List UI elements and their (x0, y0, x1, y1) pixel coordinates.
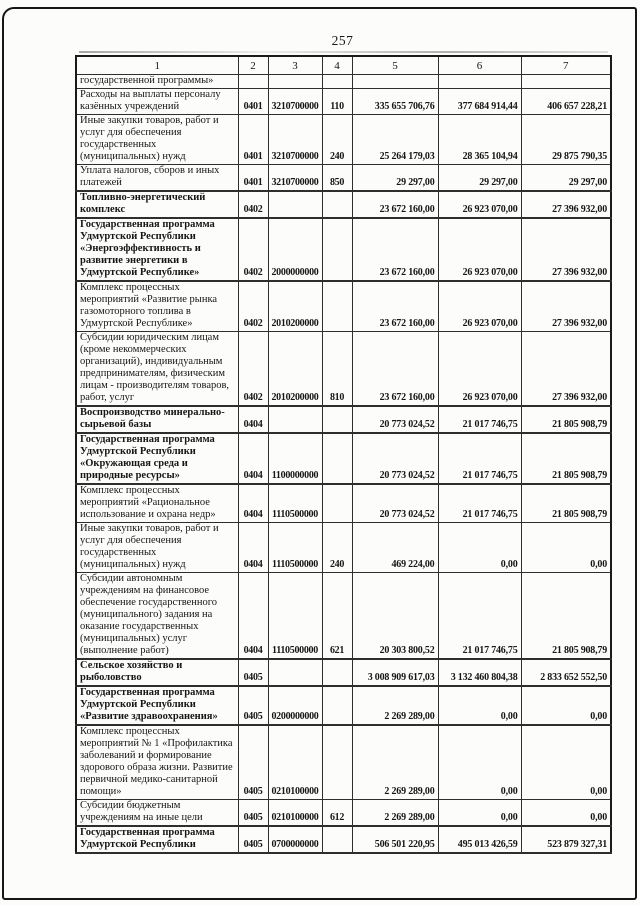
table-row (76, 406, 611, 433)
row-amount-year3: 29 875 790,35 (521, 115, 611, 165)
row-code-type: 621 (322, 573, 352, 660)
row-code-type (322, 686, 352, 725)
row-label: Топливно-энергетический комплекс (76, 191, 238, 218)
row-amount-year1: 20 773 024,52 (352, 433, 438, 484)
row-amount-year2: 26 923 070,00 (438, 191, 521, 218)
row-label: Субсидии юридическим лицам (кроме некоммерческих организаций), индивидуальным предпринимателям, физическим лицам - производителям товаров, работ, услуг (76, 332, 238, 407)
row-code-type (322, 659, 352, 686)
row-amount-year2: 21 017 746,75 (438, 573, 521, 660)
column-header: 4 (322, 56, 352, 75)
row-code-section: 0405 (238, 800, 268, 827)
row-amount-year3 (521, 75, 611, 89)
row-code-target (268, 191, 322, 218)
row-amount-year2: 0,00 (438, 686, 521, 725)
table-row (76, 281, 611, 332)
row-code-section: 0405 (238, 659, 268, 686)
row-amount-year1: 2 269 289,00 (352, 725, 438, 800)
row-label: Комплекс процессных мероприятий «Развитие рынка газомоторного топлива в Удмуртской Республике» (76, 281, 238, 332)
table-body (76, 75, 611, 854)
row-amount-year3: 0,00 (521, 725, 611, 800)
row-label: Расходы на выплаты персоналу казённых учреждений (76, 89, 238, 115)
row-amount-year1: 29 297,00 (352, 165, 438, 192)
row-amount-year2 (438, 75, 521, 89)
row-amount-year2: 0,00 (438, 725, 521, 800)
table-row (76, 484, 611, 523)
row-amount-year1: 23 672 160,00 (352, 218, 438, 281)
row-amount-year1: 2 269 289,00 (352, 686, 438, 725)
row-label: Государственная программа Удмуртской Республики «Энергоэффективность и развитие энергетики в Удмуртской Республике» (76, 218, 238, 281)
table-row (76, 725, 611, 800)
row-label: Государственная программа Удмуртской Республики (76, 826, 238, 853)
row-code-section: 0402 (238, 191, 268, 218)
row-code-type (322, 281, 352, 332)
row-code-type (322, 433, 352, 484)
row-amount-year2: 0,00 (438, 523, 521, 573)
column-header: 1 (76, 56, 238, 75)
row-code-type: 110 (322, 89, 352, 115)
row-amount-year2: 28 365 104,94 (438, 115, 521, 165)
row-code-type (322, 484, 352, 523)
row-code-section: 0402 (238, 281, 268, 332)
row-code-type (322, 218, 352, 281)
row-code-target: 0700000000 (268, 826, 322, 853)
row-amount-year1 (352, 75, 438, 89)
row-code-section: 0401 (238, 115, 268, 165)
row-code-target: 0200000000 (268, 686, 322, 725)
header-row (76, 56, 611, 75)
table-row (76, 659, 611, 686)
row-code-target (268, 659, 322, 686)
row-code-section: 0405 (238, 725, 268, 800)
table-row (76, 800, 611, 827)
table-row (76, 89, 611, 115)
row-label: государственной программы» (76, 75, 238, 89)
row-label: Сельское хозяйство и рыболовство (76, 659, 238, 686)
row-code-type (322, 406, 352, 433)
row-code-section: 0404 (238, 433, 268, 484)
row-label: Уплата налогов, сборов и иных платежей (76, 165, 238, 192)
row-amount-year3: 21 805 908,79 (521, 433, 611, 484)
row-code-type (322, 75, 352, 89)
row-amount-year1: 23 672 160,00 (352, 332, 438, 407)
row-label: Государственная программа Удмуртской Республики «Окружающая среда и природные ресурсы» (76, 433, 238, 484)
row-amount-year1: 506 501 220,95 (352, 826, 438, 853)
table-row (76, 523, 611, 573)
row-label: Воспроизводство минерально-сырьевой базы (76, 406, 238, 433)
table-row (76, 826, 611, 853)
budget-table (75, 55, 612, 854)
row-code-target: 3210700000 (268, 115, 322, 165)
row-amount-year1: 3 008 909 617,03 (352, 659, 438, 686)
row-amount-year2: 495 013 426,59 (438, 826, 521, 853)
row-code-section: 0404 (238, 573, 268, 660)
table-row (76, 218, 611, 281)
row-amount-year3: 523 879 327,31 (521, 826, 611, 853)
row-code-section: 0405 (238, 686, 268, 725)
row-amount-year3: 27 396 932,00 (521, 191, 611, 218)
row-code-target: 2000000000 (268, 218, 322, 281)
row-label: Иные закупки товаров, работ и услуг для обеспечения государственных (муниципальных) нужд (76, 523, 238, 573)
row-amount-year1: 2 269 289,00 (352, 800, 438, 827)
row-code-target: 0210100000 (268, 800, 322, 827)
row-code-section: 0404 (238, 523, 268, 573)
row-amount-year2: 26 923 070,00 (438, 218, 521, 281)
row-amount-year3: 21 805 908,79 (521, 406, 611, 433)
row-amount-year1: 20 773 024,52 (352, 484, 438, 523)
row-amount-year1: 335 655 706,76 (352, 89, 438, 115)
row-amount-year2: 21 017 746,75 (438, 484, 521, 523)
row-code-type: 240 (322, 523, 352, 573)
row-amount-year2: 0,00 (438, 800, 521, 827)
row-code-target: 1110500000 (268, 484, 322, 523)
row-amount-year1: 25 264 179,03 (352, 115, 438, 165)
row-amount-year2: 377 684 914,44 (438, 89, 521, 115)
row-code-target (268, 406, 322, 433)
row-amount-year3: 29 297,00 (521, 165, 611, 192)
row-code-type (322, 725, 352, 800)
row-code-type (322, 191, 352, 218)
row-amount-year2: 21 017 746,75 (438, 406, 521, 433)
table-row (76, 165, 611, 192)
row-amount-year3: 21 805 908,79 (521, 484, 611, 523)
row-amount-year3: 2 833 652 552,50 (521, 659, 611, 686)
table-row (76, 686, 611, 725)
row-code-target: 1100000000 (268, 433, 322, 484)
column-header: 7 (521, 56, 611, 75)
table-row (76, 433, 611, 484)
row-code-type: 612 (322, 800, 352, 827)
row-amount-year2: 21 017 746,75 (438, 433, 521, 484)
row-amount-year3: 0,00 (521, 523, 611, 573)
column-header: 6 (438, 56, 521, 75)
column-header: 5 (352, 56, 438, 75)
table-row (76, 115, 611, 165)
row-label: Субсидии автономным учреждениям на финансовое обеспечение государственного (муниципального) задания на оказание государственных (муниципальных) услуг (выполнение работ) (76, 573, 238, 660)
row-code-section (238, 75, 268, 89)
row-amount-year3: 27 396 932,00 (521, 281, 611, 332)
row-label: Комплекс процессных мероприятий № 1 «Профилактика заболеваний и формирование здорового образа жизни. Развитие первичной медико-санитарной помощи» (76, 725, 238, 800)
row-code-section: 0401 (238, 165, 268, 192)
row-code-section: 0402 (238, 332, 268, 407)
row-amount-year2: 26 923 070,00 (438, 281, 521, 332)
row-amount-year3: 0,00 (521, 686, 611, 725)
row-code-target: 3210700000 (268, 165, 322, 192)
table-row (76, 75, 611, 89)
row-code-section: 0404 (238, 406, 268, 433)
row-code-target: 3210700000 (268, 89, 322, 115)
row-amount-year3: 21 805 908,79 (521, 573, 611, 660)
row-code-target: 1110500000 (268, 573, 322, 660)
row-amount-year1: 23 672 160,00 (352, 191, 438, 218)
row-label: Государственная программа Удмуртской Республики «Развитие здравоохранения» (76, 686, 238, 725)
row-amount-year3: 27 396 932,00 (521, 332, 611, 407)
row-code-section: 0402 (238, 218, 268, 281)
column-header: 3 (268, 56, 322, 75)
page-number: 257 (331, 33, 354, 48)
row-label: Субсидии бюджетным учреждениям на иные цели (76, 800, 238, 827)
row-amount-year2: 29 297,00 (438, 165, 521, 192)
table-row (76, 191, 611, 218)
row-code-type: 240 (322, 115, 352, 165)
row-code-section: 0404 (238, 484, 268, 523)
row-code-target: 2010200000 (268, 281, 322, 332)
row-amount-year2: 3 132 460 804,38 (438, 659, 521, 686)
row-code-section: 0401 (238, 89, 268, 115)
row-amount-year1: 469 224,00 (352, 523, 438, 573)
row-code-type: 850 (322, 165, 352, 192)
row-label: Комплекс процессных мероприятий «Рациональное использование и охрана недр» (76, 484, 238, 523)
row-code-target: 2010200000 (268, 332, 322, 407)
row-amount-year2: 26 923 070,00 (438, 332, 521, 407)
row-code-type (322, 826, 352, 853)
row-code-section: 0405 (238, 826, 268, 853)
table-row (76, 573, 611, 660)
row-code-target: 1110500000 (268, 523, 322, 573)
row-code-target: 0210100000 (268, 725, 322, 800)
row-amount-year3: 406 657 228,21 (521, 89, 611, 115)
row-amount-year3: 0,00 (521, 800, 611, 827)
row-code-target (268, 75, 322, 89)
row-code-type: 810 (322, 332, 352, 407)
row-amount-year1: 23 672 160,00 (352, 281, 438, 332)
table-row (76, 332, 611, 407)
budget-table-container (75, 55, 610, 854)
row-amount-year1: 20 303 800,52 (352, 573, 438, 660)
column-header: 2 (238, 56, 268, 75)
row-amount-year1: 20 773 024,52 (352, 406, 438, 433)
row-amount-year3: 27 396 932,00 (521, 218, 611, 281)
row-label: Иные закупки товаров, работ и услуг для обеспечения государственных (муниципальных) нужд (76, 115, 238, 165)
